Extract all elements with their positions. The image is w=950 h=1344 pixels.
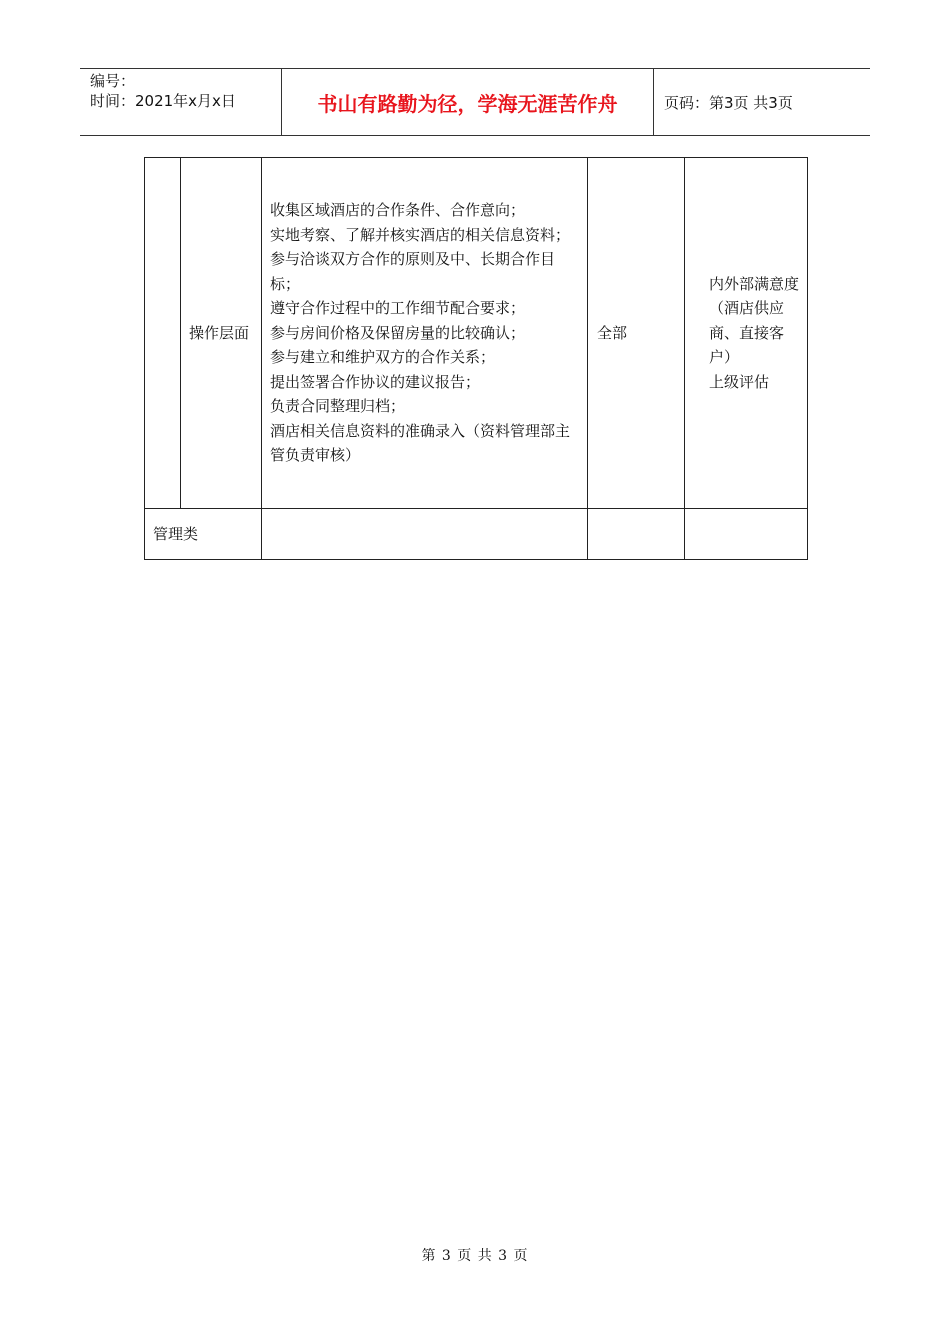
header-page-info: 页码：第3页 共3页 — [664, 93, 793, 112]
page-header — [80, 68, 870, 136]
scope-cell: 全部 — [588, 158, 685, 509]
date-line: 时间：2021年x月x日 — [90, 92, 236, 110]
duty-cell — [262, 158, 588, 509]
duty-item: 遵守合作过程中的工作细节配合要求； — [270, 299, 526, 318]
table-row — [145, 509, 808, 560]
header-motto: 书山有路勤为径，学海无涯苦作舟 — [282, 69, 654, 135]
evaluation-item: 上级评估 — [709, 372, 770, 391]
table-row — [145, 158, 808, 509]
header-meta — [80, 69, 282, 135]
duty-item: 酒店相关信息资料的准确录入（资料管理部主管负责审核） — [270, 421, 571, 465]
blank-cell — [145, 158, 181, 509]
duty-item: 实地考察、了解并核实酒店的相关信息资料； — [270, 225, 571, 244]
level-cell: 操作层面 — [181, 158, 262, 509]
evaluation-cell — [685, 158, 808, 509]
page-footer: 第 3 页 共 3 页 — [421, 1248, 529, 1264]
category-cell: 管理类 — [145, 509, 262, 560]
code-label: 编号： — [90, 72, 136, 90]
empty-cell — [262, 509, 588, 560]
duty-item: 负责合同整理归档； — [270, 397, 406, 416]
duty-item: 收集区域酒店的合作条件、合作意向； — [270, 201, 526, 220]
duty-item: 参与建立和维护双方的合作关系； — [270, 348, 496, 367]
duty-table — [144, 157, 808, 560]
empty-cell — [588, 509, 685, 560]
empty-cell — [685, 509, 808, 560]
duty-item: 提出签署合作协议的建议报告； — [270, 372, 481, 391]
duty-item: 参与洽谈双方合作的原则及中、长期合作目标； — [270, 250, 556, 293]
duty-item: 参与房间价格及保留房量的比较确认； — [270, 323, 526, 342]
evaluation-item: 内外部满意度（酒店供应商、直接客户） — [709, 274, 800, 367]
